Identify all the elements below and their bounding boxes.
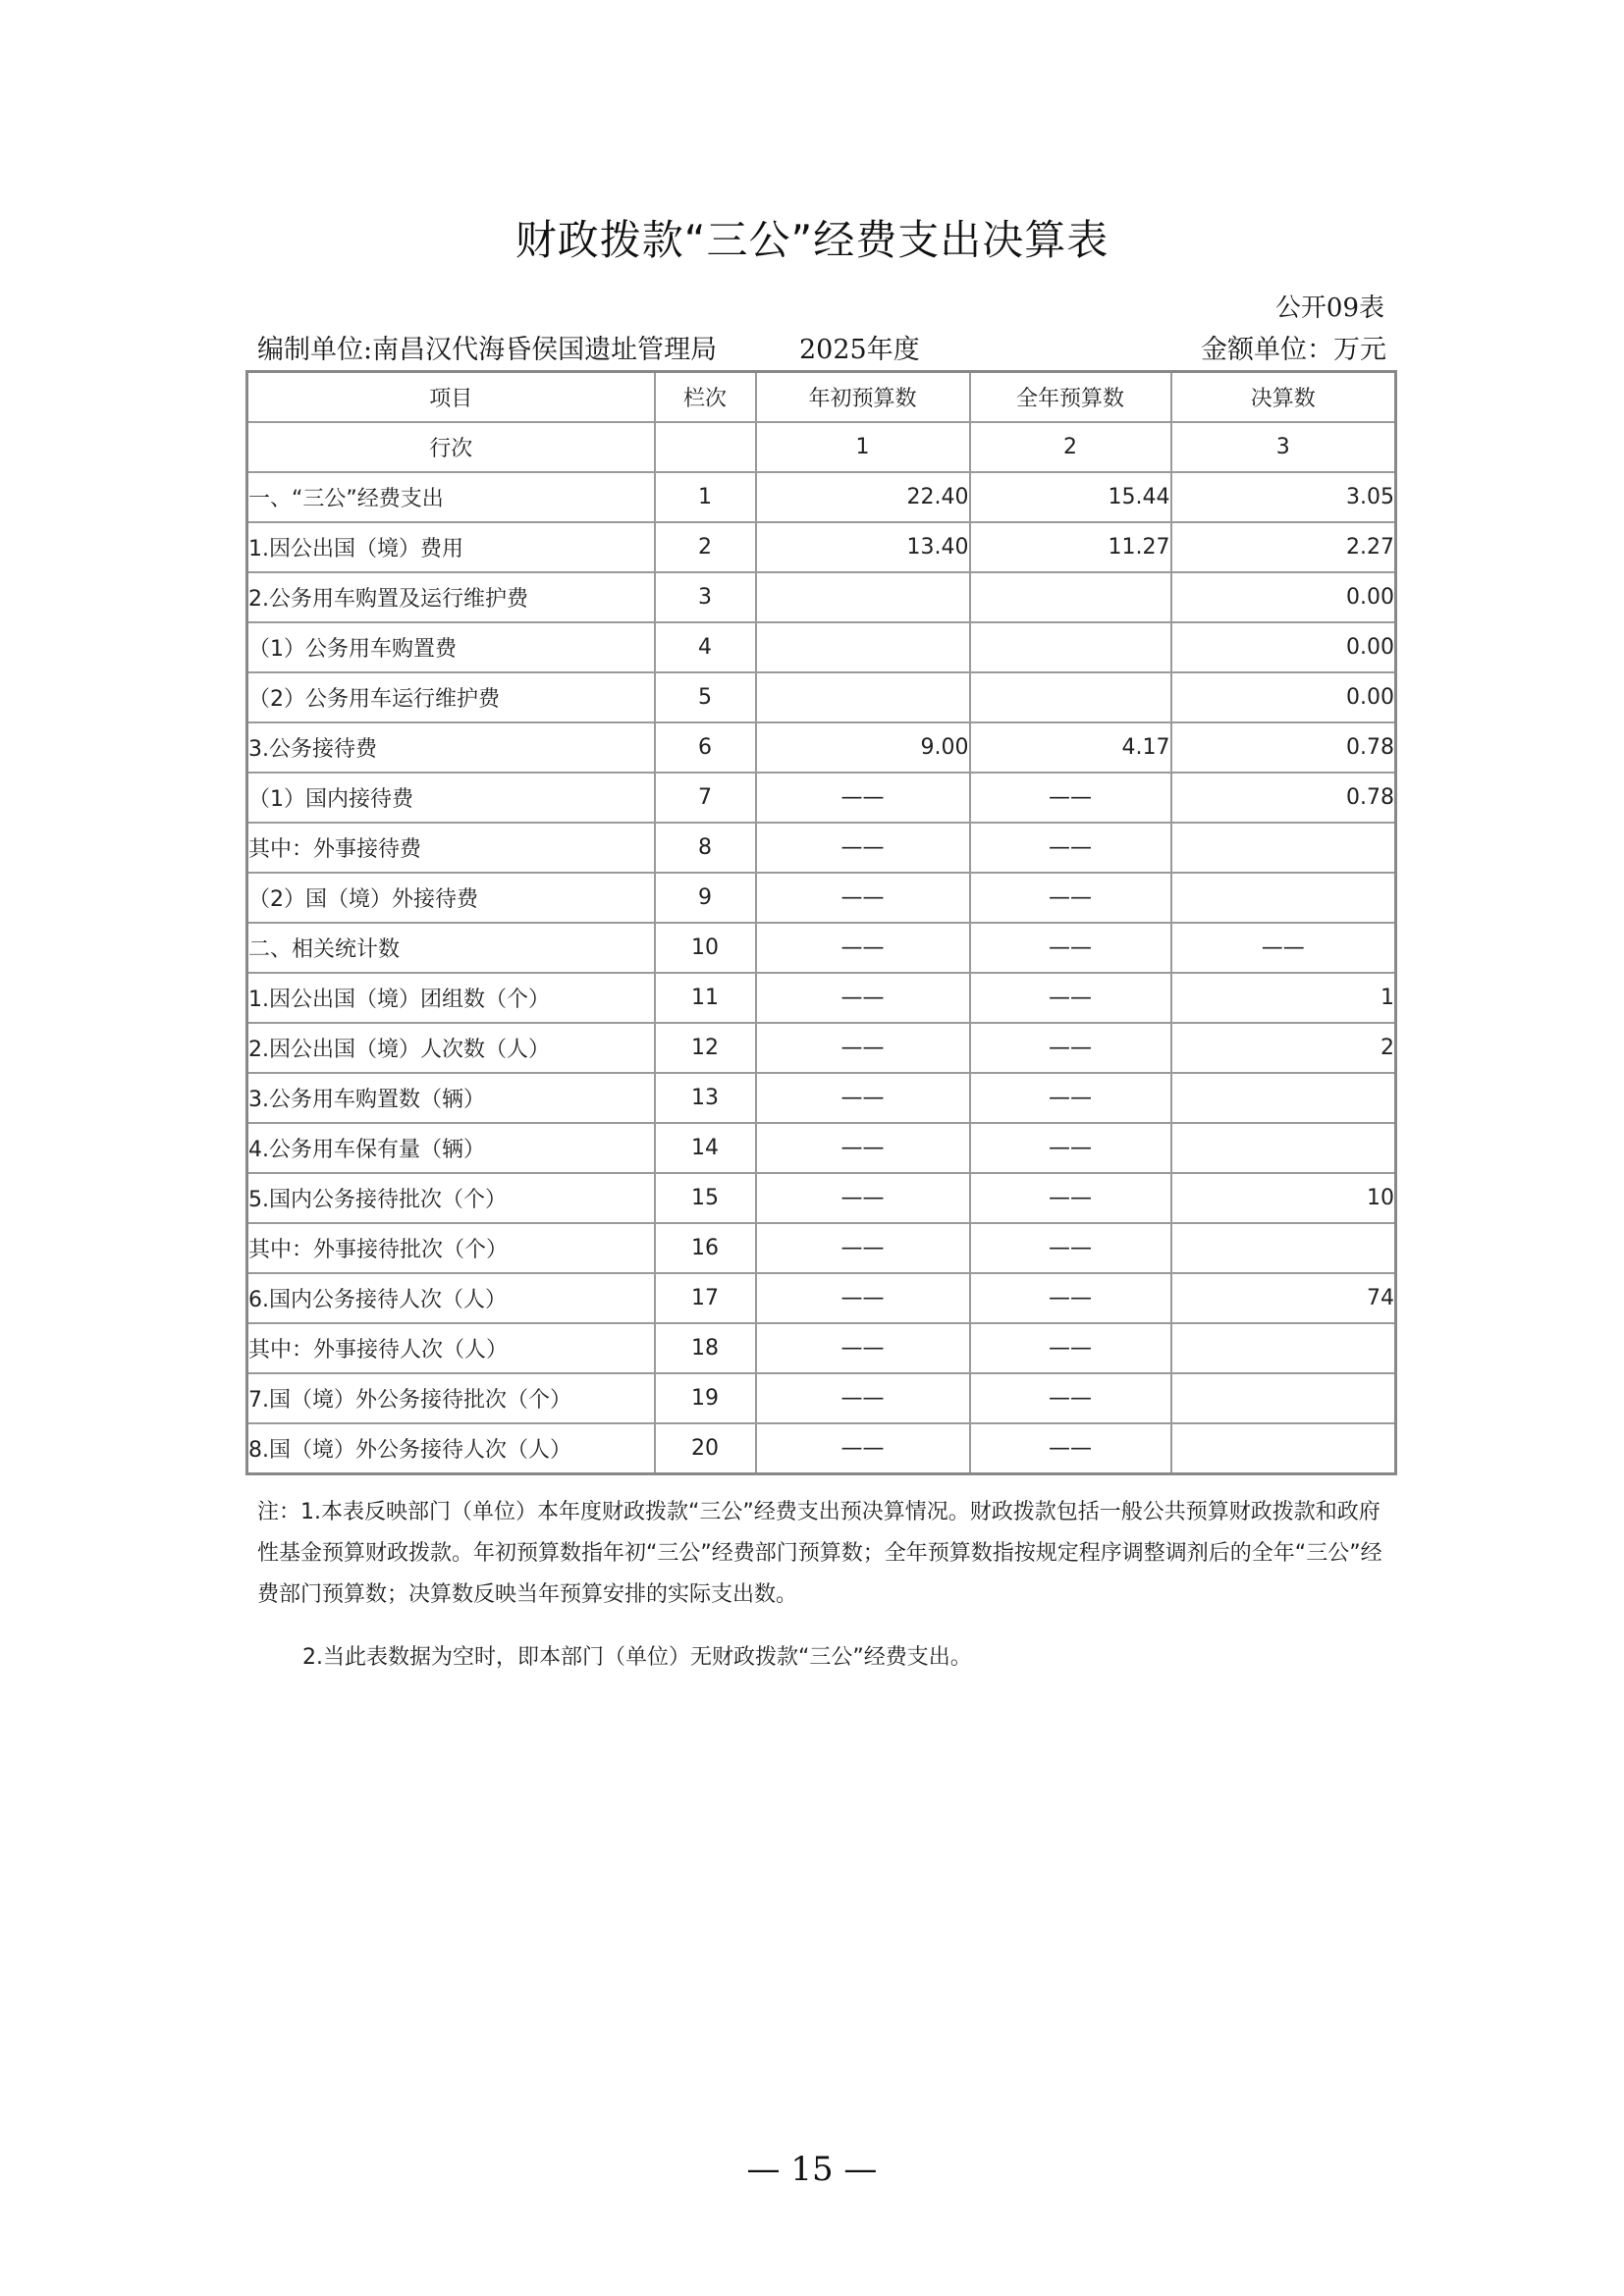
row-number: 7 xyxy=(655,773,756,823)
header-initial-budget: 年初预算数 xyxy=(756,372,970,423)
row-number: 10 xyxy=(655,923,756,973)
table-row xyxy=(247,923,1396,973)
final-accounts-cell: 2.27 xyxy=(1171,522,1396,572)
row-label: 3.公务用车购置数（辆） xyxy=(247,1073,655,1123)
row-number: 17 xyxy=(655,1273,756,1323)
table-row xyxy=(247,1173,1396,1223)
full-year-budget-cell: —— xyxy=(970,973,1171,1023)
header-item: 项目 xyxy=(247,372,655,423)
row-number: 12 xyxy=(655,1023,756,1073)
initial-budget-cell: —— xyxy=(756,1223,970,1273)
header-row xyxy=(247,372,1396,423)
full-year-budget-cell: —— xyxy=(970,873,1171,923)
initial-budget-cell xyxy=(756,672,970,722)
table-row xyxy=(247,823,1396,873)
header-full-year-budget: 全年预算数 xyxy=(970,372,1171,423)
row-number: 6 xyxy=(655,722,756,773)
row-number: 9 xyxy=(655,873,756,923)
table-row xyxy=(247,1423,1396,1474)
table-row xyxy=(247,773,1396,823)
full-year-budget-cell: —— xyxy=(970,1373,1171,1423)
final-accounts-cell: 0.78 xyxy=(1171,773,1396,823)
row-number: 4 xyxy=(655,622,756,672)
row-number: 13 xyxy=(655,1073,756,1123)
table-row xyxy=(247,1223,1396,1273)
full-year-budget-cell: —— xyxy=(970,1223,1171,1273)
full-year-budget-cell: —— xyxy=(970,1273,1171,1323)
footnotes xyxy=(257,1492,1386,1679)
initial-budget-cell: 13.40 xyxy=(756,522,970,572)
table-row xyxy=(247,672,1396,722)
row-label: （2）国（境）外接待费 xyxy=(247,873,655,923)
initial-budget-cell: —— xyxy=(756,1423,970,1474)
row-index-3: 3 xyxy=(1171,422,1396,472)
full-year-budget-cell: —— xyxy=(970,1073,1171,1123)
note-2: 2.当此表数据为空时，即本部门（单位）无财政拨款“三公”经费支出。 xyxy=(302,1645,972,1670)
row-number: 18 xyxy=(655,1323,756,1373)
final-accounts-cell: —— xyxy=(1171,923,1396,973)
initial-budget-cell: —— xyxy=(756,973,970,1023)
row-label: （2）公务用车运行维护费 xyxy=(247,672,655,722)
initial-budget-cell: —— xyxy=(756,923,970,973)
full-year-budget-cell: 11.27 xyxy=(970,522,1171,572)
initial-budget-cell: —— xyxy=(756,1173,970,1223)
row-number: 3 xyxy=(655,572,756,622)
table-row xyxy=(247,622,1396,672)
currency-unit: 金额单位：万元 xyxy=(1201,335,1386,365)
row-label: 1.因公出国（境）团组数（个） xyxy=(247,973,655,1023)
row-number: 2 xyxy=(655,522,756,572)
table-row xyxy=(247,522,1396,572)
row-label: 其中：外事接待人次（人） xyxy=(247,1323,655,1373)
initial-budget-cell: —— xyxy=(756,1273,970,1323)
row-label: 一、“三公”经费支出 xyxy=(247,472,655,522)
final-accounts-cell: 1 xyxy=(1171,973,1396,1023)
row-number: 15 xyxy=(655,1173,756,1223)
final-accounts-cell xyxy=(1171,1373,1396,1423)
row-label: （1）公务用车购置费 xyxy=(247,622,655,672)
row-label: 其中：外事接待费 xyxy=(247,823,655,873)
full-year-budget-cell: —— xyxy=(970,1323,1171,1373)
final-accounts-cell: 2 xyxy=(1171,1023,1396,1073)
initial-budget-cell xyxy=(756,622,970,672)
final-accounts-cell xyxy=(1171,1323,1396,1373)
header-final-accounts: 决算数 xyxy=(1171,372,1396,423)
table-row xyxy=(247,1123,1396,1173)
table-row xyxy=(247,1273,1396,1323)
initial-budget-cell: 9.00 xyxy=(756,722,970,773)
final-accounts-cell: 0.00 xyxy=(1171,572,1396,622)
full-year-budget-cell: —— xyxy=(970,1123,1171,1173)
fiscal-year: 2025年度 xyxy=(799,335,920,365)
initial-budget-cell xyxy=(756,572,970,622)
initial-budget-cell: —— xyxy=(756,823,970,873)
row-label: 1.因公出国（境）费用 xyxy=(247,522,655,572)
row-index-row xyxy=(247,422,1396,472)
final-accounts-cell: 0.78 xyxy=(1171,722,1396,773)
compiling-unit: 编制单位:南昌汉代海昏侯国遗址管理局 xyxy=(257,335,718,365)
row-label: 4.公务用车保有量（辆） xyxy=(247,1123,655,1173)
expense-table xyxy=(245,370,1397,1475)
final-accounts-cell: 0.00 xyxy=(1171,622,1396,672)
table-row xyxy=(247,472,1396,522)
final-accounts-cell xyxy=(1171,873,1396,923)
note-1: 注：1.本表反映部门（单位）本年度财政拨款“三公”经费支出预决算情况。财政拨款包括一般公共预算财政拨款和政府性基金预算财政拨款。年初预算数指年初“三公”经费部门预算数；全年预算数指按规定程序调整调剂后的全年“三公”经费部门预算数；决算数反映当年预算安排的实际支出数。 xyxy=(257,1500,1382,1607)
final-accounts-cell: 10 xyxy=(1171,1173,1396,1223)
row-index-1: 1 xyxy=(756,422,970,472)
final-accounts-cell: 0.00 xyxy=(1171,672,1396,722)
row-label: 2.公务用车购置及运行维护费 xyxy=(247,572,655,622)
full-year-budget-cell xyxy=(970,672,1171,722)
table-row xyxy=(247,873,1396,923)
row-label: （1）国内接待费 xyxy=(247,773,655,823)
row-label: 6.国内公务接待人次（人） xyxy=(247,1273,655,1323)
table-row xyxy=(247,722,1396,773)
table-row xyxy=(247,973,1396,1023)
final-accounts-cell xyxy=(1171,1423,1396,1474)
table-number: 公开09表 xyxy=(1274,294,1384,323)
row-label: 2.因公出国（境）人次数（人） xyxy=(247,1023,655,1073)
full-year-budget-cell: —— xyxy=(970,823,1171,873)
table-row xyxy=(247,1373,1396,1423)
full-year-budget-cell xyxy=(970,622,1171,672)
full-year-budget-cell: —— xyxy=(970,1173,1171,1223)
row-label: 7.国（境）外公务接待批次（个） xyxy=(247,1373,655,1423)
final-accounts-cell xyxy=(1171,1123,1396,1173)
table-row xyxy=(247,1073,1396,1123)
initial-budget-cell: —— xyxy=(756,773,970,823)
page-title: 财政拨款“三公”经费支出决算表 xyxy=(514,216,1110,264)
final-accounts-cell xyxy=(1171,1073,1396,1123)
initial-budget-cell: —— xyxy=(756,1373,970,1423)
initial-budget-cell: —— xyxy=(756,1073,970,1123)
row-label: 其中：外事接待批次（个） xyxy=(247,1223,655,1273)
row-label: 二、相关统计数 xyxy=(247,923,655,973)
row-number: 20 xyxy=(655,1423,756,1474)
full-year-budget-cell xyxy=(970,572,1171,622)
row-label: 3.公务接待费 xyxy=(247,722,655,773)
row-number: 5 xyxy=(655,672,756,722)
page-number: — 15 — xyxy=(746,2150,878,2189)
row-index-label: 行次 xyxy=(247,422,655,472)
table-row xyxy=(247,572,1396,622)
initial-budget-cell: —— xyxy=(756,1123,970,1173)
full-year-budget-cell: 4.17 xyxy=(970,722,1171,773)
row-label: 5.国内公务接待批次（个） xyxy=(247,1173,655,1223)
final-accounts-cell xyxy=(1171,1223,1396,1273)
row-number: 16 xyxy=(655,1223,756,1273)
row-number: 8 xyxy=(655,823,756,873)
header-col: 栏次 xyxy=(655,372,756,423)
initial-budget-cell: —— xyxy=(756,1323,970,1373)
final-accounts-cell: 3.05 xyxy=(1171,472,1396,522)
final-accounts-cell: 74 xyxy=(1171,1273,1396,1323)
row-number: 14 xyxy=(655,1123,756,1173)
full-year-budget-cell: —— xyxy=(970,1023,1171,1073)
initial-budget-cell: —— xyxy=(756,1023,970,1073)
row-index-empty xyxy=(655,422,756,472)
full-year-budget-cell: 15.44 xyxy=(970,472,1171,522)
row-number: 19 xyxy=(655,1373,756,1423)
full-year-budget-cell: —— xyxy=(970,773,1171,823)
initial-budget-cell: —— xyxy=(756,873,970,923)
initial-budget-cell: 22.40 xyxy=(756,472,970,522)
row-index-2: 2 xyxy=(970,422,1171,472)
final-accounts-cell xyxy=(1171,823,1396,873)
table-meta xyxy=(257,328,1386,367)
row-label: 8.国（境）外公务接待人次（人） xyxy=(247,1423,655,1474)
full-year-budget-cell: —— xyxy=(970,923,1171,973)
row-number: 11 xyxy=(655,973,756,1023)
row-number: 1 xyxy=(655,472,756,522)
table-row xyxy=(247,1023,1396,1073)
table-row xyxy=(247,1323,1396,1373)
full-year-budget-cell: —— xyxy=(970,1423,1171,1474)
